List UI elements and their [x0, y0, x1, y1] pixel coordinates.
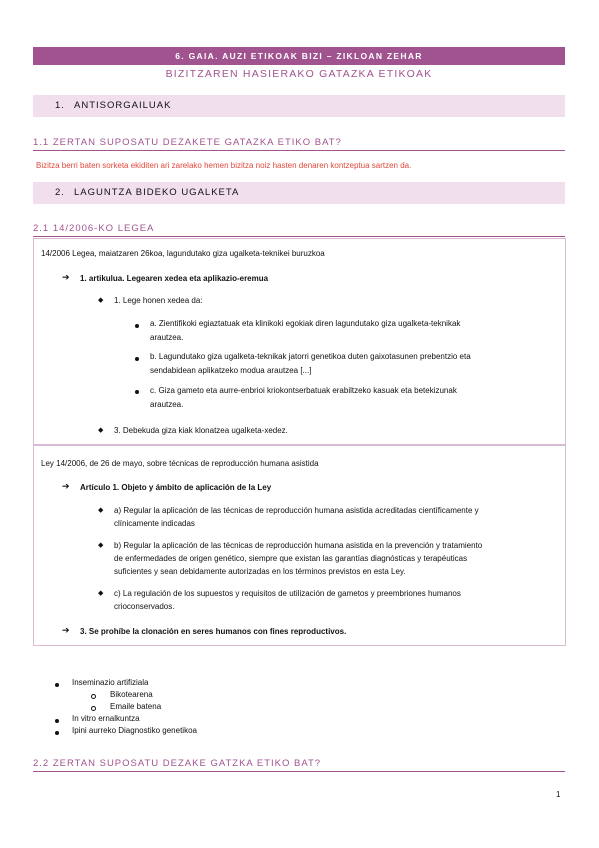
law-item-c-line1: c. Giza gameto eta aurre-enbrioi kriokontserbatuak erabiltzeko kasuak eta betekizunak: [150, 386, 457, 395]
diamond-bullet-icon: ◆: [98, 507, 104, 514]
section-number: 1.: [55, 100, 65, 111]
section-heading-1: [33, 95, 565, 117]
law-item-b-line3-es: suficientes y sean debidamente autorizadas en los términos previstos en esta Ley.: [114, 567, 406, 576]
law-item-b-line1-es: b) Regular la aplicación de las técnicas de reproducción humana asistida en la prevención y tratamiento: [114, 541, 483, 550]
law-article-basque: 1. artikulua. Legearen xedea eta aplikazio-eremua: [80, 274, 269, 283]
arrow-icon: ➔: [62, 272, 70, 282]
law-item-3-basque: 3. Debekuda giza kiak klonatzea ugalketa-xedez.: [114, 426, 288, 435]
bullet-icon: [135, 357, 139, 361]
law-item-b-line1: b. Lagundutako giza ugalketa-teknikak jatorri genetikoa duten gaixotasunen prebentzio eta: [150, 352, 471, 361]
law-box-basque: [33, 238, 566, 446]
arrow-icon: ➔: [62, 625, 70, 635]
arrow-icon: ➔: [62, 481, 70, 491]
law-item-c-line2-es: crioconservados.: [114, 602, 175, 611]
law-item-c-line2: arautzea.: [150, 400, 184, 409]
bullet-icon: [135, 324, 139, 328]
bullet-icon: [55, 719, 59, 723]
law-item-b-line2: sendabidean aplikatzeko modua arautzea [...]: [150, 366, 312, 375]
subsection-body-1-1: Bizitza berri baten sorketa ekiditen ari zarelako hemen bizitza noiz hasten denaren kontzeptua sartzen da.: [36, 161, 412, 170]
bullet-icon: [55, 731, 59, 735]
subsection-heading-1-1: 1.1 ZERTAN SUPOSATU DEZAKETE GATAZKA ETIKO BAT?: [33, 137, 565, 151]
law-title-basque: 14/2006 Legea, maiatzaren 26koa, lagundutako giza ugalketa-teknikei buruzkoa: [41, 249, 325, 258]
hollow-bullet-icon: [91, 694, 96, 699]
chapter-banner: 6. GAIA. AUZI ETIKOAK BIZI – ZIKLOAN ZEHAR: [33, 47, 565, 65]
section-title: ANTISORGAILUAK: [74, 100, 172, 111]
list-item: In vitro ernalkuntza: [72, 714, 140, 723]
law-title-spanish: Ley 14/2006, de 26 de mayo, sobre técnicas de reproducción humana asistida: [41, 459, 319, 468]
law-item-a-line2-es: clínicamente indicadas: [114, 519, 195, 528]
subsection-heading-2-1: 2.1 14/2006-KO LEGEA: [33, 223, 565, 237]
law-item-b-line2-es: de enfermedades de origen genético, siempre que existan las garantías diagnósticas y terapéuticas: [114, 554, 468, 563]
law-item-a-line2: arautzea.: [150, 333, 184, 342]
diamond-bullet-icon: ◆: [98, 427, 104, 434]
page-number: 1: [556, 790, 561, 799]
law-item-c-line1-es: c) La regulación de los supuestos y requisitos de utilización de gametos y preembriones humanos: [114, 589, 461, 598]
law-item-3-spanish: 3. Se prohíbe la clonación en seres humanos con fines reproductivos.: [80, 627, 347, 636]
diamond-bullet-icon: ◆: [98, 297, 104, 304]
bullet-icon: [135, 390, 139, 394]
chapter-subtitle: BIZITZAREN HASIERAKO GATAZKA ETIKOAK: [165, 68, 433, 80]
bullet-icon: [55, 683, 59, 687]
list-subitem: Emaile batena: [110, 702, 162, 711]
law-item-1-basque: 1. Lege honen xedea da:: [114, 296, 203, 305]
section-title: LAGUNTZA BIDEKO UGALKETA: [74, 187, 240, 198]
law-item-a-line1: a. Zientifikoki egiaztatuak eta klinikoki egokiak diren lagundutako giza ugalketa-teknikak: [150, 319, 461, 328]
section-number: 2.: [55, 187, 65, 198]
hollow-bullet-icon: [91, 706, 96, 711]
law-item-a-line1-es: a) Regular la aplicación de las técnicas de reproducción humana asistida acreditadas científicamente y: [114, 506, 479, 515]
diamond-bullet-icon: ◆: [98, 542, 104, 549]
list-item: Inseminazio artifiziala: [72, 678, 149, 687]
subsection-heading-2-2: 2.2 ZERTAN SUPOSATU DEZAKE GATZKA ETIKO BAT?: [33, 758, 565, 772]
section-heading-2: [33, 182, 565, 204]
law-article-spanish: Artículo 1. Objeto y ámbito de aplicación de la Ley: [80, 483, 272, 492]
diamond-bullet-icon: ◆: [98, 590, 104, 597]
list-subitem: Bikotearena: [110, 690, 153, 699]
list-item: Ipini aurreko Diagnostiko genetikoa: [72, 726, 197, 735]
